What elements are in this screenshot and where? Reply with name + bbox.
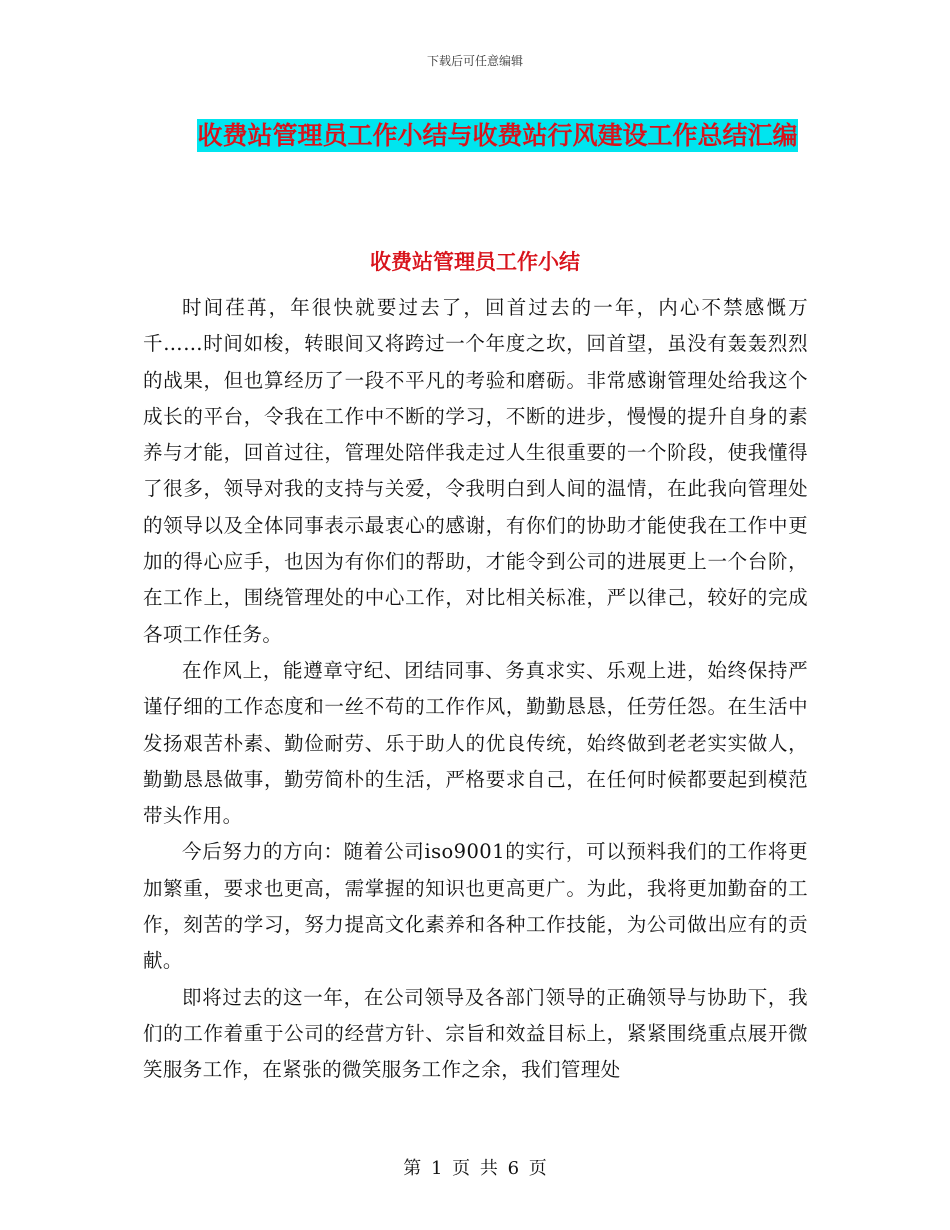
paragraph: 在作风上，能遵章守纪、团结同事、务真求实、乐观上进，始终保持严谨仔细的工作态度和一丝不苟的工作作风，勤勤恳恳，任劳任怨。在生活中发扬艰苦朴素、勤俭耐劳、乐于助人的优良传统，始终做到老老实实做人，勤勤恳恳做事，勤劳简朴的生活，严格要求自己，在任何时候都要起到模范带头作用。 xyxy=(143,658,808,828)
paragraph: 时间荏苒，年很快就要过去了，回首过去的一年，内心不禁感慨万千……时间如梭，转眼间又将跨过一个年度之坎，回首望，虽没有轰轰烈烈的战果，但也算经历了一段不平凡的考验和磨砺。非常感谢管理处给我这个成长的平台，令我在工作中不断的学习，不断的进步，慢慢的提升自身的素养与才能，回首过往，管理处陪伴我走过人生很重要的一个阶段，使我懂得了很多，领导对我的支持与关爱，令我明白到人间的温情，在此我向管理处的领导以及全体同事表示最衷心的感谢，有你们的协助才能使我在工作中更加的得心应手，也因为有你们的帮助，才能令到公司的进展更上一个台阶，在工作上，围绕管理处的中心工作，对比相关标准，严以律己，较好的完成各项工作任务。 xyxy=(143,296,808,646)
section-title: 收费站管理员工作小结 xyxy=(370,250,580,274)
paragraph: 即将过去的这一年，在公司领导及各部门领导的正确领导与协助下，我们的工作着重于公司的经营方针、宗旨和效益目标上，紧紧围绕重点展开微笑服务工作，在紧张的微笑服务工作之余，我们管理处 xyxy=(143,985,808,1082)
document-title-text: 收费站管理员工作小结与收费站行风建设工作总结汇编 xyxy=(197,121,798,150)
document-title xyxy=(190,112,805,160)
paragraph: 今后努力的方向：随着公司iso9001的实行，可以预料我们的工作将更加繁重，要求也更高，需掌握的知识也更高更广。为此，我将更加勤奋的工作，刻苦的学习，努力提高文化素养和各种工作技能，为公司做出应有的贡献。 xyxy=(143,840,808,973)
header-note: 下载后可任意编辑 xyxy=(426,54,523,68)
document-body xyxy=(143,290,808,1089)
page-number: 第 1 页 共 6 页 xyxy=(403,1158,547,1179)
